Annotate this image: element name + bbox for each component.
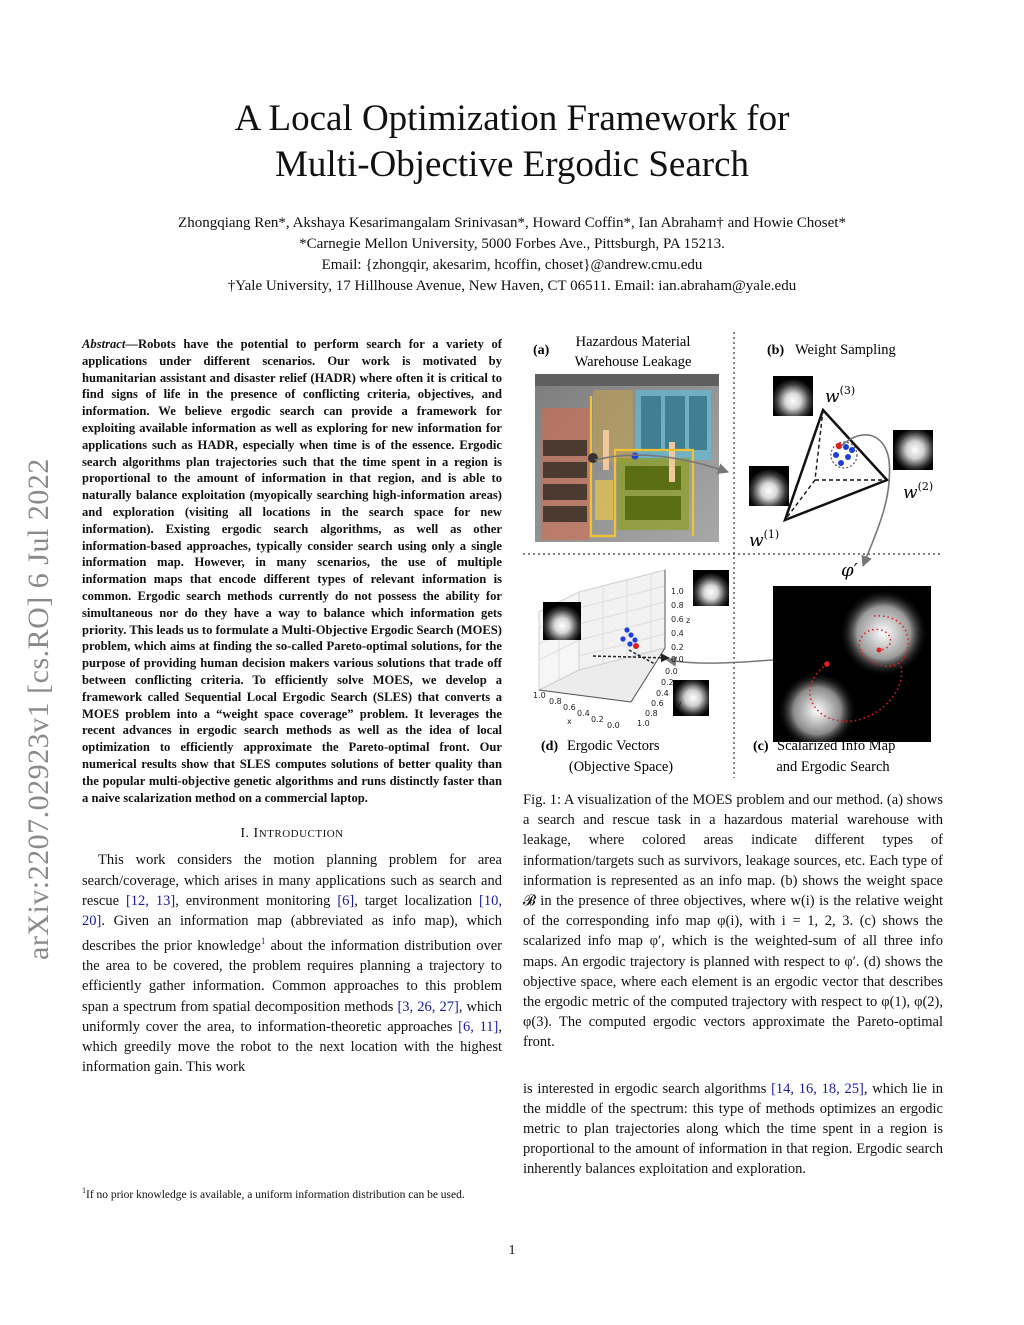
panel-c-title-1: Scalarized Info Map: [777, 738, 896, 754]
panel-d-title-2: (Objective Space): [568, 759, 674, 775]
abstract: [82, 336, 502, 806]
weight-label-1: $w^{(1)}$: [749, 528, 780, 551]
y-tick: 1.0: [637, 719, 650, 728]
y-tick: 0.4: [656, 689, 669, 698]
panel-a-title-2: Warehouse Leakage: [574, 354, 692, 370]
affiliation-cmu: *Carnegie Mellon University, 5000 Forbes Ave., Pittsburgh, PA 15213.: [299, 236, 725, 252]
citation-link[interactable]: [12, 13]: [125, 892, 176, 909]
panel-b-title: Weight Sampling: [795, 342, 896, 358]
panel-a-tag: (a): [533, 343, 550, 358]
x-tick: 0.8: [549, 697, 562, 706]
right-column: [523, 330, 943, 1194]
citation-link[interactable]: [3, 26, 27]: [397, 998, 459, 1015]
left-column: [82, 336, 502, 1077]
warehouse-illustration: [535, 374, 728, 542]
page-number: 1: [508, 1243, 516, 1258]
citation-link[interactable]: [6]: [337, 892, 355, 909]
author-list: Zhongqiang Ren*, Akshaya Kesarimangalam Srinivasan*, Howard Coffin*, Ian Abraham† and Howie Choset*: [178, 215, 846, 231]
y-tick: 0.6: [651, 699, 664, 708]
scalarized-info-map: [773, 586, 931, 742]
z-tick: 0.8: [671, 601, 684, 610]
title-line-1: A Local Optimization Framework for: [234, 98, 790, 139]
x-tick: 0.6: [563, 703, 576, 712]
footnote-mark: 1: [82, 1186, 86, 1195]
z-tick: 0.2: [671, 643, 684, 652]
citation-link[interactable]: [10, 20]: [82, 892, 503, 929]
abstract-lead: Abstract: [82, 337, 126, 351]
arxiv-identifier: arXiv:2207.02923v1 [cs.RO] 6 Jul 2022: [22, 458, 55, 960]
z-tick: 0.0: [671, 655, 684, 664]
section-heading-introduction: I. INTRODUCTION: [240, 826, 344, 842]
abstract-body: —Robots have the potential to perform search for a variety of applications under different scenarios. Our work is motivated by humanitarian assistant and disaster relief (HADR) where often it is critical to find signs of life in the presence of conflicting criteria, objectives, and information. We believe ergodic search can provide a framework for exploiting available information as well as exploring for new information for applications such as HADR, especially when time is of the essence. Ergodic search algorithms plan trajectories such that the time spent in a region is proportional to the amount of information in that region, and is able to naturally balance exploitation (myopically searching high-information areas) and exploration (visiting all locations in the search space for new information). Existing ergodic search algorithms, as well as other information-based approaches, typically consider search using only a single information map. However, in many scenarios, the use of multiple information maps that encode different types of relevant information is common. Ergodic search methods currently do not possess the ability for simultaneous nor do they have a way to balance which information gets priority. This leads us to formulate a Multi-Objective Ergodic Search (MOES) problem, which aims at finding the so-called Pareto-optimal solutions, for the purpose of providing human decision makers various solutions that trade off between conflicting criteria. To efficiently solve MOES, we develop a framework called Sequential Local Ergodic Search (SLES) that converts a MOES problem into a “weight space coverage” problem. It leverages the recent advances in ergodic search methods as well as the idea of local optimization to efficiently approximate the Pareto-optimal front. Our numerical results show that SLES computes solutions of better quality than the popular multi-objective genetic algorithms and runs distinctly faster than a naive scalarization method on a commercial laptop.: [82, 337, 502, 805]
introduction-paragraph: This work considers the motion planning problem for area search/coverage, which arises in many applications such as search and rescue [12, 13], environment monitoring [6], target localization [10, 20]. Given an information map (abbreviated as info map), which describes the prior knowledge$^1$ about the information distribution over the area to be covered, the problem requires planning a trajectory to efficiently gather information. Common approaches to this problem span a spectrum from spatial decomposition methods [3, 26, 27], which uniformly cover the area, to information-theoretic approaches [6, 11], which greedily move the robot to the next location with the highest information gain. This work: [82, 852, 503, 1076]
email-cmu: Email: {zhongqir, akesarim, hcoffin, choset}@andrew.cmu.edu: [321, 257, 703, 273]
author-block: [60, 213, 964, 297]
info-map-thumbnail-d2: [693, 570, 729, 606]
x-axis-label: x: [567, 717, 572, 726]
info-map-thumbnail-2: [893, 430, 933, 470]
weight-label-2: $w^{(2)}$: [903, 480, 934, 503]
panel-d-tag: (d): [541, 739, 559, 754]
y-tick: 0.2: [661, 678, 674, 687]
title-line-2: Multi-Objective Ergodic Search: [274, 144, 749, 185]
x-tick: 0.4: [577, 709, 590, 718]
affiliation-yale: †Yale University, 17 Hillhouse Avenue, New Haven, CT 06511. Email: ian.abraham@yale.edu: [227, 278, 797, 294]
weight-label-3: $w^{(3)}$: [825, 384, 856, 407]
panel-b-tag: (b): [767, 343, 785, 358]
panel-c-tag: (c): [753, 739, 769, 754]
citation-link[interactable]: [6, 11]: [458, 1018, 499, 1035]
y-axis-label: y: [677, 699, 682, 708]
panel-d-title-1: Ergodic Vectors: [567, 738, 660, 754]
z-tick: 0.4: [671, 629, 684, 638]
figure-1-graphic: [523, 330, 943, 786]
x-tick: 1.0: [533, 691, 546, 700]
z-tick: 0.6: [671, 615, 684, 624]
figure-1-caption: Fig. 1: A visualization of the MOES problem and our method. (a) shows a search and rescue task in a hazardous material warehouse with leakage, where colored areas indicate different types of information/targets such as survivors, leakage sources, etc. Each type of information is represented as an info map. (b) shows the weight space 𝓑 in the presence of three objectives, where w(i) is the relative weight of the corresponding info map φ(i), with i = 1, 2, 3. (c) shows the scalarized info map φ′, which is the weighted-sum of all three info maps. An ergodic trajectory is planned with respect to φ′. (d) shows the objective space, where each element is an ergodic vector that describes the ergodic metric of the computed trajectory with respect to φ(1), φ(2), φ(3). The computed ergodic vectors approximate the Pareto-optimal front.: [523, 792, 943, 1051]
panel-c-title-2: and Ergodic Search: [776, 759, 890, 775]
footnote-text: If no prior knowledge is available, a uniform information distribution can be used.: [86, 1188, 465, 1201]
info-map-thumbnail-1: [749, 466, 789, 506]
right-column-paragraph: is interested in ergodic search algorithms [14, 16, 18, 25], which lie in the middle of the spectrum: this type of methods optimizes an ergodic metric to plan trajectories along which the time spent in a region is proportional to the amount of information in that region. Ergodic search inherently balances exploitation and exploration.: [523, 1080, 943, 1178]
x-tick: 0.0: [607, 721, 620, 730]
phi-prime-label: φ′: [841, 560, 858, 581]
info-map-thumbnail-d3: [673, 680, 709, 716]
footnote-link[interactable]: 1: [260, 936, 266, 947]
info-map-thumbnail-3: [773, 376, 813, 416]
arxiv-stamp: [14, 370, 54, 960]
weight-simplex: [785, 410, 887, 520]
figure-1: [523, 330, 943, 786]
paper-title: [0, 96, 1024, 188]
x-tick: 0.2: [591, 715, 604, 724]
z-tick: 1.0: [671, 587, 684, 596]
citation-link[interactable]: [14, 16, 18, 25]: [771, 1080, 864, 1097]
y-tick: 0.0: [665, 667, 678, 676]
y-tick: 0.8: [645, 709, 658, 718]
z-axis-label: z: [686, 616, 691, 625]
footnote: [82, 1183, 502, 1203]
info-map-thumbnail-d1: [543, 602, 581, 640]
panel-a-title-1: Hazardous Material: [575, 334, 691, 350]
